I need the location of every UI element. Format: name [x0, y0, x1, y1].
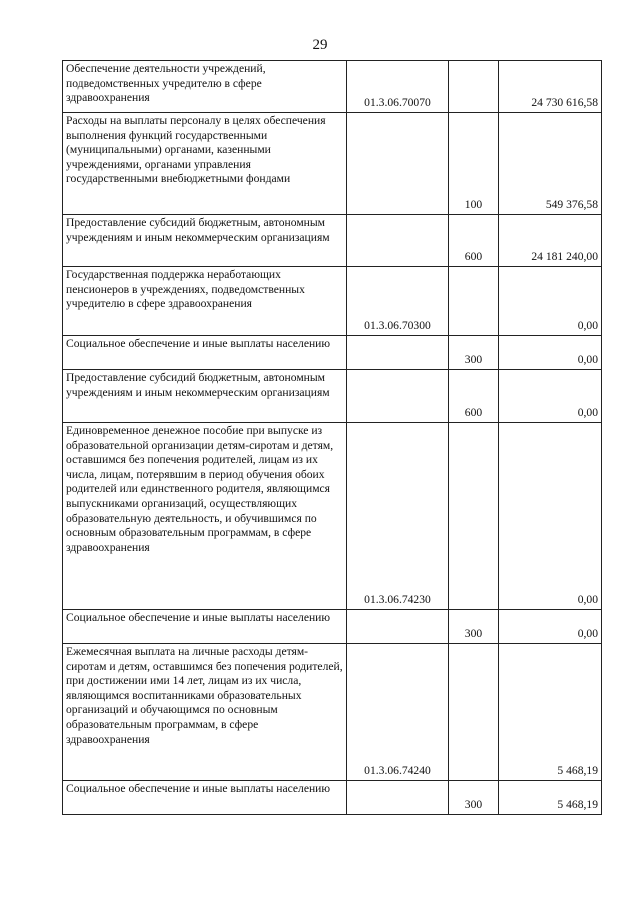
- expense-name: Социальное обеспечение и иные выплаты населению: [63, 336, 347, 370]
- expense-type-code: 600: [449, 370, 499, 423]
- table-row: [63, 336, 602, 370]
- expense-name: Предоставление субсидий бюджетным, автономным учреждениям и иным некоммерческим организациям: [63, 215, 347, 267]
- target-article-code: [347, 215, 449, 267]
- expense-type-code: [449, 61, 499, 113]
- target-article-code: 01.3.06.70070: [347, 61, 449, 113]
- page-number: 29: [312, 37, 328, 53]
- expense-type-code: [449, 644, 499, 781]
- target-article-code: [347, 113, 449, 215]
- amount-value: 0,00: [499, 610, 602, 644]
- table-row: [63, 370, 602, 423]
- table-row: [63, 61, 602, 113]
- amount-value: 24 181 240,00: [499, 215, 602, 267]
- target-article-code: [347, 336, 449, 370]
- expense-type-code: [449, 267, 499, 336]
- expense-type-code: 600: [449, 215, 499, 267]
- amount-value: 0,00: [499, 336, 602, 370]
- target-article-code: 01.3.06.70300: [347, 267, 449, 336]
- expense-name: Предоставление субсидий бюджетным, автономным учреждениям и иным некоммерческим организациям: [63, 370, 347, 423]
- budget-table: [62, 60, 602, 815]
- expense-type-code: 300: [449, 610, 499, 644]
- table-row: [63, 113, 602, 215]
- table-row: [63, 423, 602, 610]
- table-row: [63, 215, 602, 267]
- expense-name: Единовременное денежное пособие при выпуске из образовательной организации детям-сиротам и детям, оставшимся без попечения родителей, лицам из их числа, лицам, потерявшим в период обучения обоих родителей или единственного родителя, являющимся выпускниками организаций, осуществляющих образовательную деятельность, и обучившимся по основным образовательным программам, в сфере здравоохранения: [63, 423, 347, 610]
- table-row: [63, 610, 602, 644]
- target-article-code: [347, 370, 449, 423]
- amount-value: 5 468,19: [499, 781, 602, 815]
- expense-name: Социальное обеспечение и иные выплаты населению: [63, 781, 347, 815]
- expense-type-code: 300: [449, 781, 499, 815]
- amount-value: 0,00: [499, 423, 602, 610]
- expense-name: Государственная поддержка неработающих пенсионеров в учреждениях, подведомственных учредителю в сфере здравоохранения: [63, 267, 347, 336]
- expense-type-code: 300: [449, 336, 499, 370]
- expense-name: Социальное обеспечение и иные выплаты населению: [63, 610, 347, 644]
- table-row: [63, 644, 602, 781]
- expense-type-code: 100: [449, 113, 499, 215]
- budget-table-body: [63, 61, 602, 815]
- table-row: [63, 267, 602, 336]
- target-article-code: 01.3.06.74240: [347, 644, 449, 781]
- amount-value: 5 468,19: [499, 644, 602, 781]
- amount-value: 549 376,58: [499, 113, 602, 215]
- expense-name: Ежемесячная выплата на личные расходы детям-сиротам и детям, оставшимся без попечения родителей, при достижении ими 14 лет, лицам из их числа, являющимся воспитанниками образовательных организаций и обучающимся по основным образовательным программам, в сфере здравоохранения: [63, 644, 347, 781]
- table-row: [63, 781, 602, 815]
- amount-value: 0,00: [499, 267, 602, 336]
- expense-name: Расходы на выплаты персоналу в целях обеспечения выполнения функций государственными (муниципальными) органами, казенными учреждениями, органами управления государственными внебюджетными фондами: [63, 113, 347, 215]
- expense-type-code: [449, 423, 499, 610]
- target-article-code: 01.3.06.74230: [347, 423, 449, 610]
- target-article-code: [347, 781, 449, 815]
- expense-name: Обеспечение деятельности учреждений, подведомственных учредителю в сфере здравоохранения: [63, 61, 347, 113]
- target-article-code: [347, 610, 449, 644]
- amount-value: 24 730 616,58: [499, 61, 602, 113]
- amount-value: 0,00: [499, 370, 602, 423]
